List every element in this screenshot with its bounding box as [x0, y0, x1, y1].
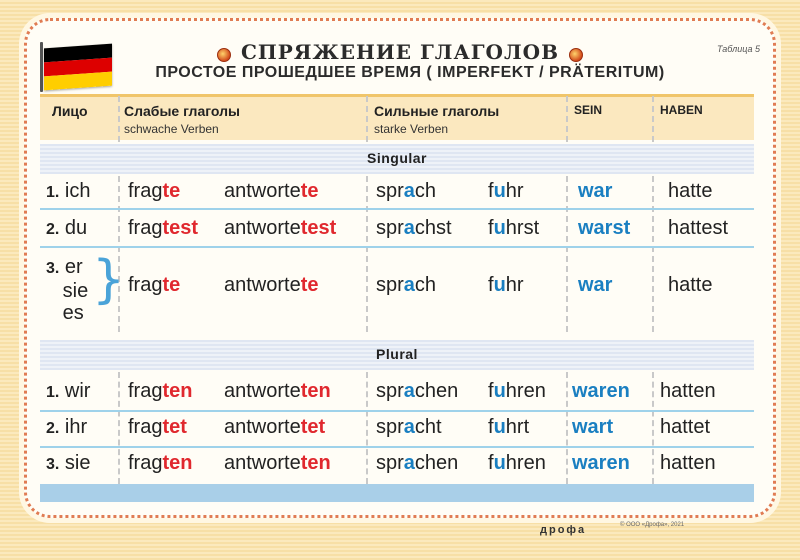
verb-stem: hren [505, 452, 546, 474]
title-row [180, 40, 620, 64]
col-haben: HABEN [660, 103, 703, 117]
footer-credits [620, 522, 760, 529]
verb-ending: te [300, 274, 319, 296]
pronoun: ihr [59, 416, 88, 438]
publisher-logo: дрофа [540, 524, 587, 536]
col-weak-label: Слабые глаголы [124, 103, 240, 119]
strong-verb-cell [488, 452, 546, 475]
verb-stem: hrst [505, 217, 540, 239]
weak-verb-cell [128, 452, 192, 475]
verb-ending: test [162, 217, 199, 239]
verb-stem: f [488, 380, 494, 402]
verb-ending: ten [162, 452, 193, 474]
verb-stem: hr [505, 274, 524, 296]
haben-cell: hattest [668, 217, 729, 239]
person-cell [46, 380, 90, 403]
pronoun: sie [46, 280, 89, 302]
weak-verb-cell [128, 274, 180, 297]
stem-vowel: u [493, 217, 506, 239]
col-sein: SEIN [574, 103, 603, 117]
row-separator [40, 246, 754, 248]
divider [366, 372, 368, 484]
person-number: 2. [46, 420, 60, 437]
german-flag-icon [44, 44, 112, 91]
stem-vowel: u [493, 416, 506, 438]
person-cell [46, 180, 90, 203]
verb-stem: antworte [224, 217, 301, 239]
person-number: 3. [46, 260, 60, 277]
verb-stem: chen [414, 452, 459, 474]
weak-verb-cell [128, 416, 187, 439]
divider [566, 372, 568, 484]
verb-ending: tet [162, 416, 187, 438]
verb-stem: antworte [224, 274, 301, 296]
pronoun: du [59, 217, 88, 239]
col-strong [374, 103, 499, 136]
pronoun: ich [59, 180, 91, 202]
ornament-icon [569, 48, 583, 62]
verb-stem: chen [414, 380, 459, 402]
haben-cell: hatte [668, 180, 713, 202]
col-strong-label: Сильные глаголы [374, 103, 500, 119]
poster-card [24, 18, 776, 518]
page-subtitle: ПРОСТОЕ ПРОШЕДШЕЕ ВРЕМЯ ( IMPERFEKT / PRÄTERITUM) [155, 64, 665, 81]
verb-ending: te [300, 180, 319, 202]
flag-pole [40, 42, 43, 92]
strong-verb-cell [376, 452, 458, 475]
verb-ending: tet [300, 416, 326, 438]
strong-verb-cell [488, 274, 524, 297]
col-strong-de: starke Verben [374, 122, 449, 136]
verb-stem: spr [376, 452, 404, 474]
pronoun: sie [59, 452, 91, 474]
strong-verb-cell [376, 416, 442, 439]
verb-stem: chst [414, 217, 452, 239]
verb-stem: spr [376, 217, 404, 239]
stem-vowel: a [403, 180, 415, 202]
col-weak-de: schwache Verben [124, 122, 219, 136]
verb-stem: spr [376, 180, 404, 202]
ornament-icon [217, 48, 231, 62]
person-cell [46, 452, 90, 475]
verb-stem: hrt [505, 416, 530, 438]
bottom-bar [40, 484, 754, 502]
strong-verb-cell [376, 274, 436, 297]
verb-stem: antworte [224, 180, 301, 202]
verb-stem: f [488, 416, 494, 438]
person-cell [46, 217, 87, 240]
verb-stem: frag [128, 380, 163, 402]
verb-stem: antworte [224, 416, 301, 438]
weak-verb-cell [224, 452, 331, 475]
divider [652, 96, 654, 332]
person-cell [46, 256, 88, 324]
sein-cell: waren [572, 452, 630, 474]
sein-cell: warst [578, 217, 631, 239]
weak-verb-cell [224, 217, 336, 240]
weak-verb-cell [128, 180, 180, 203]
section-singular: Singular [40, 144, 754, 174]
verb-stem: frag [128, 452, 163, 474]
verb-stem: f [488, 274, 494, 296]
stem-vowel: u [493, 380, 506, 402]
section-plural: Plural [40, 340, 754, 370]
verb-ending: ten [162, 380, 193, 402]
divider [566, 96, 568, 332]
verb-stem: f [488, 217, 494, 239]
stem-vowel: a [403, 217, 415, 239]
weak-verb-cell [128, 217, 198, 240]
row-separator [40, 410, 754, 412]
stem-vowel: u [493, 180, 506, 202]
verb-stem: frag [128, 180, 163, 202]
person-number: 3. [46, 456, 60, 473]
stem-vowel: a [403, 274, 415, 296]
strong-verb-cell [488, 380, 546, 403]
verb-ending: te [162, 180, 181, 202]
col-person: Лицо [52, 103, 88, 119]
verb-stem: spr [376, 380, 404, 402]
pronoun: es [46, 302, 84, 324]
strong-verb-cell [488, 217, 539, 240]
column-header [40, 94, 754, 140]
sein-cell: war [578, 274, 613, 296]
verb-stem: spr [376, 274, 404, 296]
verb-stem: frag [128, 416, 163, 438]
verb-stem: frag [128, 217, 163, 239]
verb-ending: ten [300, 452, 331, 474]
page-title: СПРЯЖЕНИЕ ГЛАГОЛОВ [241, 40, 559, 64]
divider [652, 372, 654, 484]
weak-verb-cell [224, 380, 331, 403]
person-number: 2. [46, 221, 60, 238]
strong-verb-cell [376, 380, 458, 403]
verb-ending: ten [300, 380, 331, 402]
haben-cell: hatte [668, 274, 713, 296]
stem-vowel: a [403, 416, 415, 438]
stem-vowel: a [403, 380, 415, 402]
strong-verb-cell [376, 180, 436, 203]
row-separator [40, 208, 754, 210]
stem-vowel: a [403, 452, 415, 474]
verb-stem: antworte [224, 452, 301, 474]
verb-stem: f [488, 452, 494, 474]
verb-stem: hren [505, 380, 546, 402]
verb-stem: ch [414, 274, 437, 296]
verb-stem: frag [128, 274, 163, 296]
copyright: © ООО «Дрофа», 2021 [620, 522, 685, 528]
table-number: Таблица 5 [716, 44, 760, 54]
weak-verb-cell [128, 380, 192, 403]
verb-stem: f [488, 180, 494, 202]
row-separator [40, 446, 754, 448]
stem-vowel: u [493, 452, 506, 474]
verb-stem: hr [505, 180, 524, 202]
weak-verb-cell [224, 274, 319, 297]
weak-verb-cell [224, 416, 325, 439]
strong-verb-cell [488, 180, 524, 203]
weak-verb-cell [224, 180, 319, 203]
haben-cell: hattet [660, 416, 711, 438]
pronoun: er [59, 256, 83, 278]
col-weak [124, 103, 240, 136]
verb-stem: cht [414, 416, 442, 438]
verb-stem: antworte [224, 380, 301, 402]
person-cell [46, 416, 87, 439]
brace-icon: } [92, 250, 126, 310]
verb-stem: ch [414, 180, 437, 202]
haben-cell: hatten [660, 452, 716, 474]
person-number: 1. [46, 184, 60, 201]
strong-verb-cell [488, 416, 529, 439]
strong-verb-cell [376, 217, 452, 240]
pronoun: wir [59, 380, 91, 402]
divider [118, 372, 120, 484]
verb-ending: test [300, 217, 337, 239]
sein-cell: waren [572, 380, 630, 402]
stem-vowel: u [493, 274, 506, 296]
verb-stem: spr [376, 416, 404, 438]
haben-cell: hatten [660, 380, 716, 402]
person-number: 1. [46, 384, 60, 401]
sein-cell: wart [572, 416, 614, 438]
verb-ending: te [162, 274, 181, 296]
divider [366, 96, 368, 332]
sein-cell: war [578, 180, 613, 202]
